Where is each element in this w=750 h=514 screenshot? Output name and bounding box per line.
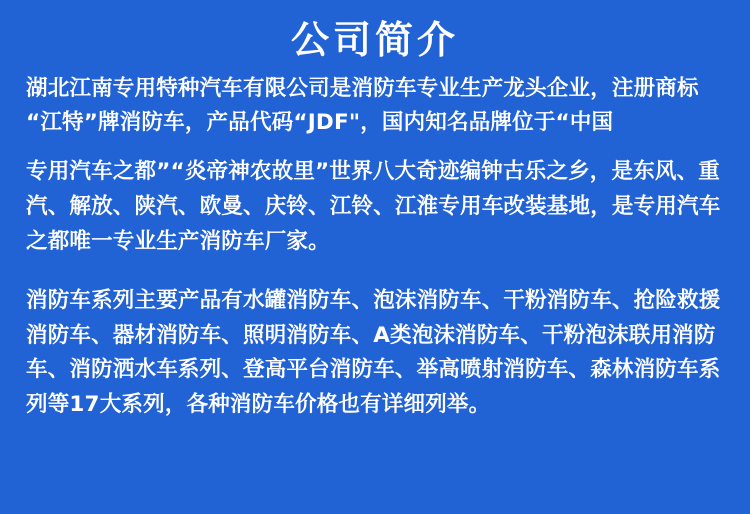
page-title: 公司简介 — [290, 18, 459, 62]
paragraph-spacer — [26, 274, 724, 284]
paragraph-2: 专用汽车之都”“炎帝神农故里”世界八大奇迹编钟古乐之乡，是东风、重汽、解放、陕汽、欧曼、庆铃、江铃、江淮专用车改装基地，是专用汽车之都唯一专业生产消防车厂家。 — [26, 159, 721, 254]
paragraph-3: 消防车系列主要产品有水罐消防车、泡沫消防车、干粉消防车、抢险救援消防车、器材消防车、照明消防车、A类泡沫消防车、干粉泡沫联用消防车、消防洒水车系列、登高平台消防车、举高喷射消防车、森林消防车系列等17大系列，各种消防车价格也有详细列举。 — [26, 287, 721, 418]
company-profile-body — [20, 72, 730, 423]
paragraph-1: 湖北江南专用特种汽车有限公司是消防车专业生产龙头企业，注册商标“江特”牌消防车，产品代码“JDF"，国内知名品牌位于“中国 — [26, 75, 699, 136]
